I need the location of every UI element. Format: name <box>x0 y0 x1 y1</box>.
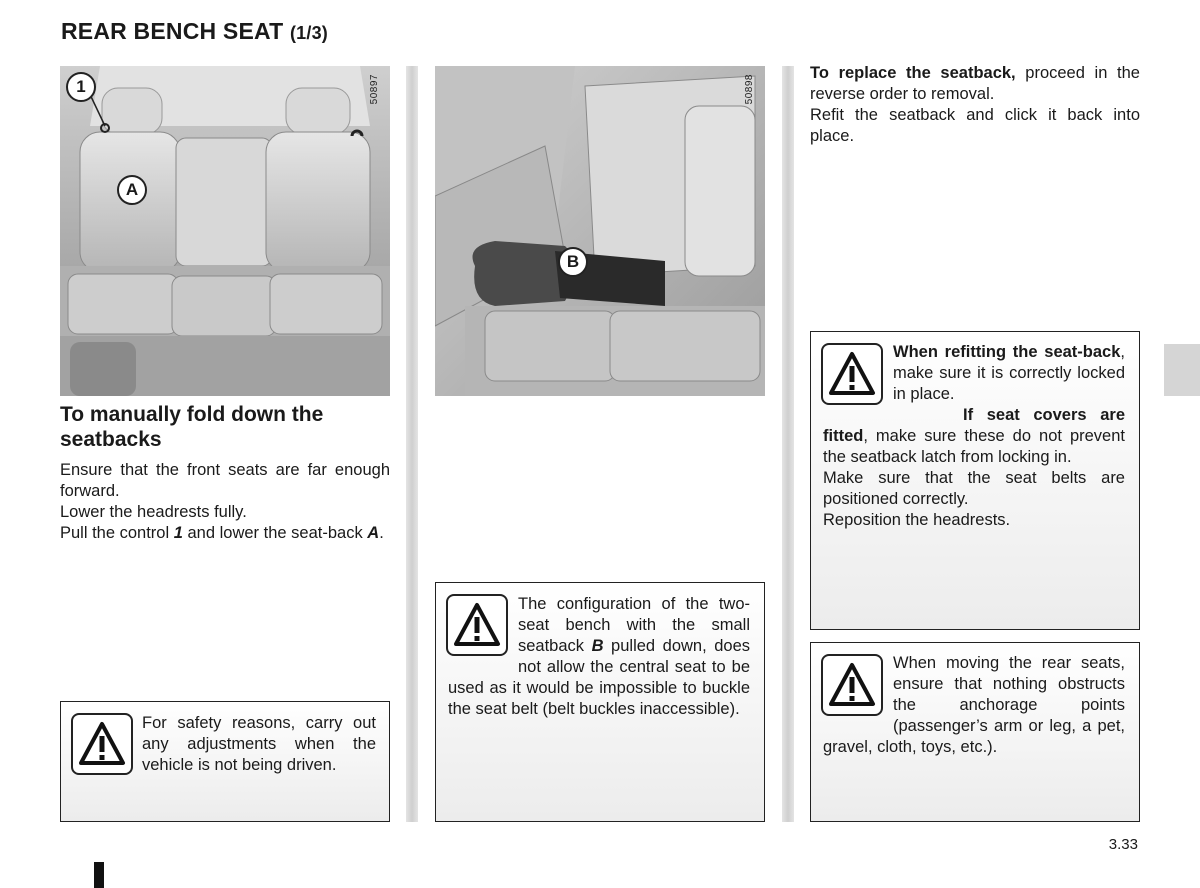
paragraph: Refit the seatback and click it back into place. <box>810 106 1140 145</box>
section-body <box>60 460 390 544</box>
paragraph: If seat covers are fitted, make sure these do not prevent the seatback latch from locking in. <box>823 406 1125 466</box>
warning-text: When moving the rear seats, ensure that nothing obstructs the anchorage points (passenger’s arm or leg, a pet, gravel, cloth, toys, etc.). <box>823 654 1125 756</box>
paragraph: Ensure that the front seats are far enough forward. <box>60 461 390 500</box>
callout-1: 1 <box>66 72 96 102</box>
section-heading: To manually fold down the seatbacks <box>60 403 324 451</box>
paragraph: To replace the seatback, proceed in the reverse order to removal. <box>810 64 1140 103</box>
paragraph: Reposition the headrests. <box>823 511 1011 529</box>
title-suffix: (1/3) <box>289 23 328 43</box>
title-text: REAR BENCH SEAT <box>61 18 284 44</box>
warning-box-configuration <box>435 582 765 822</box>
column-divider-2 <box>782 66 794 822</box>
page-number: 3.33 <box>1108 836 1138 853</box>
folded-seatback-photo <box>435 66 765 396</box>
margin-mark <box>94 862 104 888</box>
warning-text <box>823 342 1125 531</box>
figure-ref-code: 50897 <box>369 74 380 105</box>
warning-box-refit <box>810 331 1140 630</box>
replace-instructions <box>810 63 1140 147</box>
warning-text: For safety reasons, carry out any adjustments when the vehicle is not being driven. <box>142 714 376 774</box>
page-title <box>61 18 328 45</box>
chapter-tab <box>1164 344 1200 396</box>
paragraph: Make sure that the seat belts are positioned correctly. <box>823 469 1125 508</box>
warning-text: The configuration of the two-seat bench with the small seatback B pulled down, does not allow the central seat to be used as it would be impossible to buckle the seat belt (belt buckles inaccessible). <box>448 595 750 718</box>
paragraph: Lower the headrests fully. <box>60 503 247 521</box>
warning-triangle-icon <box>71 713 133 775</box>
warning-box-safety <box>60 701 390 822</box>
paragraph: When refitting the seat-back, make sure it is correctly locked in place. <box>893 343 1125 403</box>
rear-bench-photo <box>60 66 390 396</box>
callout-b: B <box>558 247 588 277</box>
warning-box-moving <box>810 642 1140 822</box>
column-divider-1 <box>406 66 418 822</box>
figure-ref-code: 50898 <box>744 74 755 105</box>
callout-a: A <box>117 175 147 205</box>
paragraph: Pull the control 1 and lower the seat-back A. <box>60 524 384 542</box>
